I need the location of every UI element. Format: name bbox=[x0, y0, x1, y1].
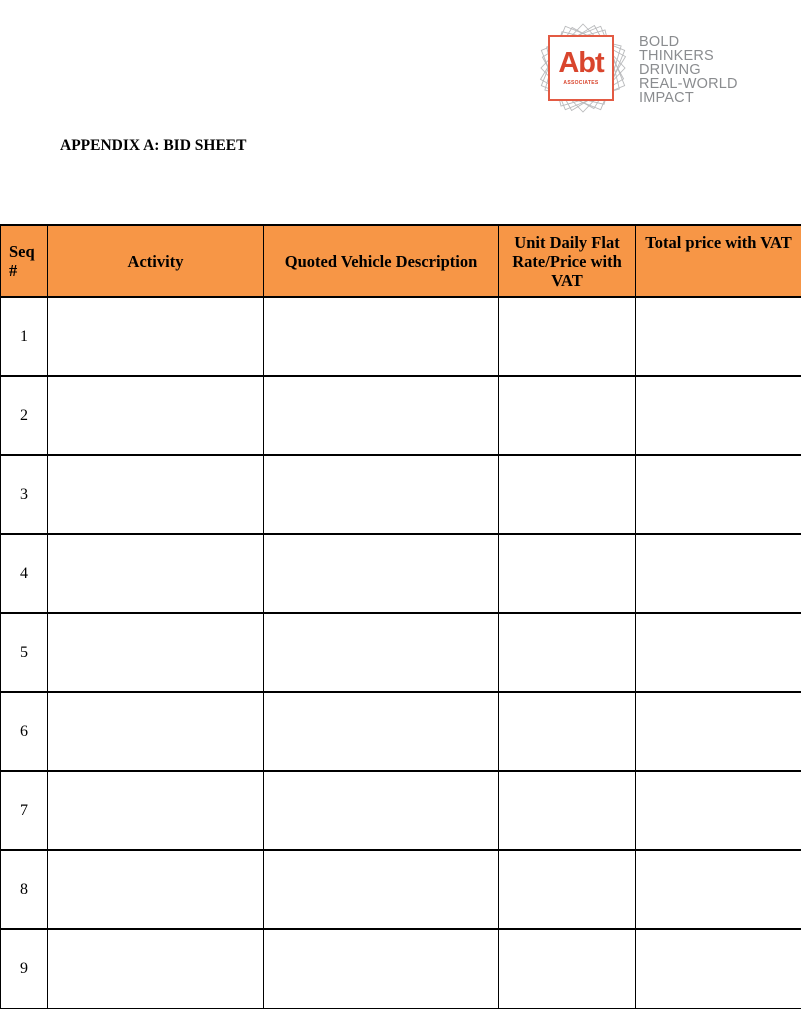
seq-cell: 2 bbox=[1, 376, 48, 455]
abt-associates-logo bbox=[537, 22, 752, 118]
column-header-total-price: Total price with VAT bbox=[636, 225, 801, 297]
unit-rate-cell[interactable] bbox=[499, 613, 636, 692]
vehicle-description-cell[interactable] bbox=[264, 692, 499, 771]
total-price-cell[interactable] bbox=[636, 692, 801, 771]
total-price-cell[interactable] bbox=[636, 376, 801, 455]
table-row bbox=[1, 297, 801, 376]
tagline-line: BOLD bbox=[639, 34, 680, 50]
tagline-line: IMPACT bbox=[639, 90, 694, 106]
tagline-line: DRIVING bbox=[639, 62, 701, 78]
total-price-cell[interactable] bbox=[636, 929, 801, 1008]
vehicle-description-cell[interactable] bbox=[264, 850, 499, 929]
activity-cell[interactable] bbox=[48, 929, 264, 1008]
vehicle-description-cell[interactable] bbox=[264, 376, 499, 455]
page-title: APPENDIX A: BID SHEET bbox=[60, 137, 247, 154]
vehicle-description-cell[interactable] bbox=[264, 613, 499, 692]
table-row bbox=[1, 455, 801, 534]
activity-cell[interactable] bbox=[48, 455, 264, 534]
table-row bbox=[1, 850, 801, 929]
unit-rate-cell[interactable] bbox=[499, 376, 636, 455]
activity-cell[interactable] bbox=[48, 376, 264, 455]
unit-rate-cell[interactable] bbox=[499, 534, 636, 613]
activity-cell[interactable] bbox=[48, 297, 264, 376]
unit-rate-cell[interactable] bbox=[499, 850, 636, 929]
column-header-seq: Seq # bbox=[1, 225, 48, 297]
activity-cell[interactable] bbox=[48, 692, 264, 771]
table-row bbox=[1, 376, 801, 455]
seq-cell: 7 bbox=[1, 771, 48, 850]
activity-cell[interactable] bbox=[48, 534, 264, 613]
total-price-cell[interactable] bbox=[636, 613, 801, 692]
logo-wordmark: Abt bbox=[558, 47, 604, 79]
unit-rate-cell[interactable] bbox=[499, 771, 636, 850]
seq-cell: 5 bbox=[1, 613, 48, 692]
logo-badge bbox=[537, 22, 629, 114]
column-header-activity: Activity bbox=[48, 225, 264, 297]
tagline-line: REAL-WORLD bbox=[639, 76, 738, 92]
table-row bbox=[1, 771, 801, 850]
seq-cell: 3 bbox=[1, 455, 48, 534]
column-header-unit-daily-rate: Unit Daily Flat Rate/Price with VAT bbox=[499, 225, 636, 297]
total-price-cell[interactable] bbox=[636, 297, 801, 376]
table-row bbox=[1, 929, 801, 1008]
table-row bbox=[1, 613, 801, 692]
unit-rate-cell[interactable] bbox=[499, 929, 636, 1008]
table-row bbox=[1, 534, 801, 613]
activity-cell[interactable] bbox=[48, 613, 264, 692]
logo-subtitle: ASSOCIATES bbox=[563, 80, 599, 86]
total-price-cell[interactable] bbox=[636, 455, 801, 534]
table-row bbox=[1, 692, 801, 771]
table-header-row bbox=[1, 225, 801, 297]
activity-cell[interactable] bbox=[48, 850, 264, 929]
seq-cell: 1 bbox=[1, 297, 48, 376]
seq-cell: 8 bbox=[1, 850, 48, 929]
vehicle-description-cell[interactable] bbox=[264, 455, 499, 534]
bid-sheet-table bbox=[0, 224, 801, 1009]
vehicle-description-cell[interactable] bbox=[264, 297, 499, 376]
unit-rate-cell[interactable] bbox=[499, 692, 636, 771]
total-price-cell[interactable] bbox=[636, 850, 801, 929]
logo-tagline bbox=[639, 35, 738, 105]
seq-cell: 6 bbox=[1, 692, 48, 771]
vehicle-description-cell[interactable] bbox=[264, 534, 499, 613]
vehicle-description-cell[interactable] bbox=[264, 771, 499, 850]
seq-cell: 4 bbox=[1, 534, 48, 613]
total-price-cell[interactable] bbox=[636, 534, 801, 613]
activity-cell[interactable] bbox=[48, 771, 264, 850]
unit-rate-cell[interactable] bbox=[499, 297, 636, 376]
tagline-line: THINKERS bbox=[639, 48, 714, 64]
total-price-cell[interactable] bbox=[636, 771, 801, 850]
vehicle-description-cell[interactable] bbox=[264, 929, 499, 1008]
column-header-vehicle-description: Quoted Vehicle Description bbox=[264, 225, 499, 297]
unit-rate-cell[interactable] bbox=[499, 455, 636, 534]
seq-cell: 9 bbox=[1, 929, 48, 1008]
